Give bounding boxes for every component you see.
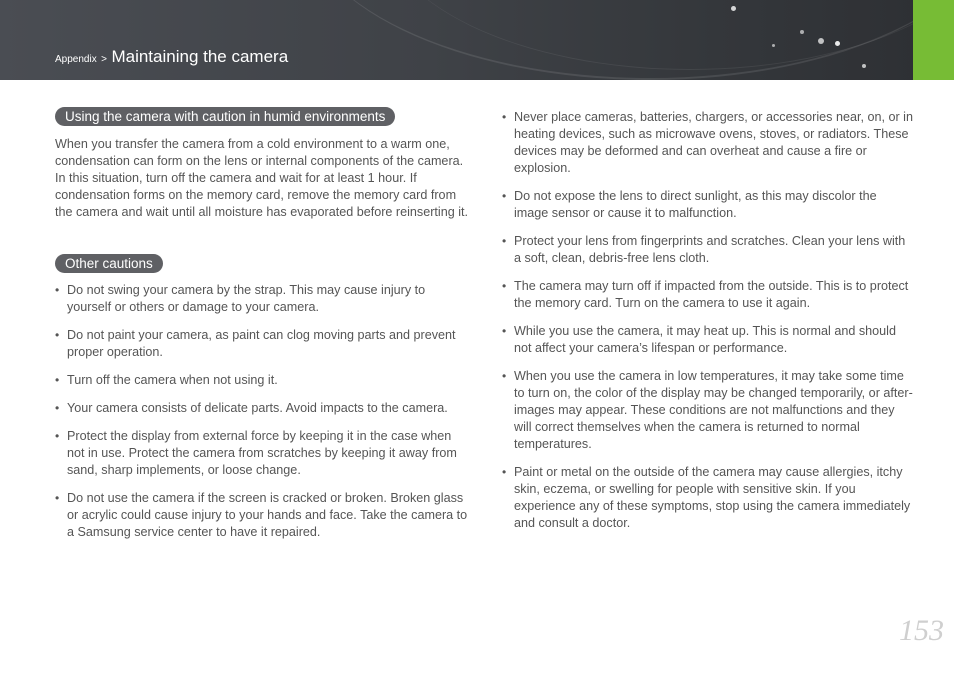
header-sparkle bbox=[835, 41, 840, 46]
breadcrumb-parent[interactable]: Appendix bbox=[55, 54, 97, 65]
header-sparkle bbox=[772, 44, 775, 47]
list-item: • The camera may turn off if impacted from the outside. This is to protect the memory card. Turn on the camera to use it again. bbox=[502, 278, 914, 312]
breadcrumb-current: Maintaining the camera bbox=[111, 47, 289, 66]
list-item: • Do not expose the lens to direct sunlight, as this may discolor the image sensor or cause it to malfunction. bbox=[502, 188, 914, 222]
left-bullet-list bbox=[55, 282, 470, 541]
list-item: • When you use the camera in low temperatures, it may take some time to turn on, the color of the display may be changed temporarily, or after-images may appear. These conditions are not malfunctions and they will correct themselves when the camera is returned to normal temperatures. bbox=[502, 368, 914, 453]
list-item: • Protect your lens from fingerprints and scratches. Clean your lens with a soft, clean, debris-free lens cloth. bbox=[502, 233, 914, 267]
page-header bbox=[0, 0, 954, 80]
page-number: 153 bbox=[899, 614, 944, 647]
list-item: • Do not swing your camera by the strap. This may cause injury to yourself or others or damage to your camera. bbox=[55, 282, 470, 316]
list-item: • Never place cameras, batteries, chargers, or accessories near, on, or in heating devices, such as microwave ovens, stoves, or radiators. These devices may be deformed and can overheat and cause a fire or explosion. bbox=[502, 109, 914, 177]
left-column bbox=[55, 107, 470, 552]
list-item: • While you use the camera, it may heat up. This is normal and should not affect your camera’s lifespan or performance. bbox=[502, 323, 914, 357]
breadcrumb bbox=[55, 47, 288, 67]
chapter-tab[interactable] bbox=[913, 0, 954, 80]
section-title-humid: Using the camera with caution in humid environments bbox=[55, 107, 395, 126]
header-sparkle bbox=[818, 38, 824, 44]
right-column bbox=[502, 109, 914, 543]
humid-paragraph: When you transfer the camera from a cold environment to a warm one, condensation can form on the lens or internal components of the camera. In this situation, turn off the camera and wait for at least 1 hour. If condensation forms on the memory card, remove the memory card from the camera and wait until all moisture has evaporated before reinserting it. bbox=[55, 137, 469, 219]
list-item: • Do not use the camera if the screen is cracked or broken. Broken glass or acrylic could cause injury to your hands and face. Take the camera to a Samsung service center to have it repaired. bbox=[55, 490, 470, 541]
right-bullet-list bbox=[502, 109, 914, 532]
list-item: • Protect the display from external force by keeping it in the case when not in use. Protect the camera from scratches by keeping it away from sand, sharp implements, or loose change. bbox=[55, 428, 470, 479]
header-sparkle bbox=[731, 6, 736, 11]
breadcrumb-separator: > bbox=[101, 54, 107, 65]
section-title-other-cautions: Other cautions bbox=[55, 254, 163, 273]
header-sparkle bbox=[800, 30, 804, 34]
list-item: • Your camera consists of delicate parts. Avoid impacts to the camera. bbox=[55, 400, 470, 417]
list-item: • Paint or metal on the outside of the camera may cause allergies, itchy skin, eczema, or swelling for people with sensitive skin. If you experience any of these symptoms, stop using the camera immediately and consult a doctor. bbox=[502, 464, 914, 532]
header-sparkle bbox=[862, 64, 866, 68]
list-item: • Turn off the camera when not using it. bbox=[55, 372, 470, 389]
list-item: • Do not paint your camera, as paint can clog moving parts and prevent proper operation. bbox=[55, 327, 470, 361]
